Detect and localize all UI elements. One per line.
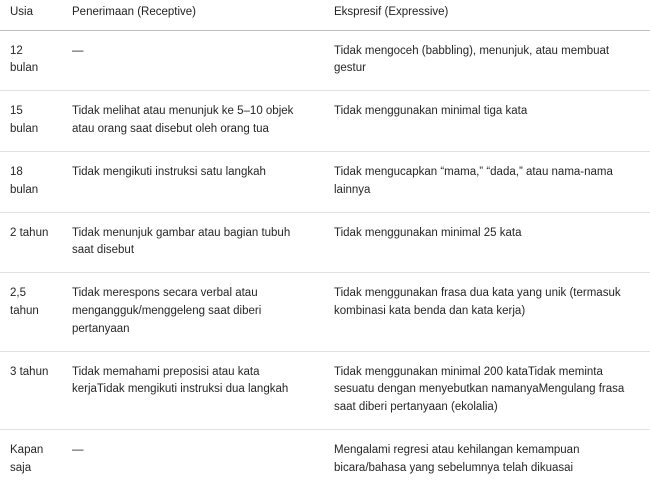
column-header-receptive: Penerimaan (Receptive)	[62, 0, 324, 30]
table-header-row	[0, 0, 650, 30]
table-header	[0, 0, 650, 30]
cell-expressive: Tidak mengoceh (babbling), menunjuk, atau membuat gestur	[324, 30, 650, 91]
table-row	[0, 91, 650, 152]
cell-age: 2,5 tahun	[0, 273, 62, 351]
cell-receptive: Tidak mengikuti instruksi satu langkah	[62, 151, 324, 212]
cell-receptive: Tidak melihat atau menunjuk ke 5–10 objek atau orang saat disebut oleh orang tua	[62, 91, 324, 152]
cell-age: 18 bulan	[0, 151, 62, 212]
cell-receptive: —	[72, 444, 84, 457]
cell-receptive: Tidak memahami preposisi atau kata kerjaTidak mengikuti instruksi dua langkah	[62, 351, 324, 429]
cell-age: 15 bulan	[0, 91, 62, 152]
cell-age: 3 tahun	[0, 351, 62, 429]
cell-expressive: Tidak menggunakan frasa dua kata yang unik (termasuk kombinasi kata benda dan kata kerja)	[324, 273, 650, 351]
table-row	[0, 273, 650, 351]
cell-age: 2 tahun	[0, 212, 62, 273]
table-row	[0, 151, 650, 212]
cell-age: Kapan saja	[10, 444, 44, 474]
cell-expressive: Mengalami regresi atau kehilangan kemampuan bicara/bahasa yang sebelumnya telah dikuasai	[334, 444, 580, 474]
table-body	[0, 30, 650, 490]
cell-expressive: Tidak mengucapkan “mama,” “dada,” atau nama-nama lainnya	[324, 151, 650, 212]
table-row	[0, 430, 650, 490]
cell-expressive: Tidak menggunakan minimal 25 kata	[324, 212, 650, 273]
cell-receptive: —	[62, 30, 324, 91]
cell-age: 12 bulan	[0, 30, 62, 91]
column-header-age: Usia	[0, 0, 62, 30]
column-header-expressive: Ekspresif (Expressive)	[324, 0, 650, 30]
cell-expressive: Tidak menggunakan minimal tiga kata	[324, 91, 650, 152]
table-row	[0, 212, 650, 273]
table-row	[0, 351, 650, 429]
cell-expressive: Tidak menggunakan minimal 200 kataTidak meminta sesuatu dengan menyebutkan namanyaMengulang frasa saat diberi pertanyaan (ekolalia)	[324, 351, 650, 429]
table-row	[0, 30, 650, 91]
cell-receptive: Tidak merespons secara verbal atau mengangguk/menggeleng saat diberi pertanyaan	[62, 273, 324, 351]
cell-receptive: Tidak menunjuk gambar atau bagian tubuh saat disebut	[62, 212, 324, 273]
